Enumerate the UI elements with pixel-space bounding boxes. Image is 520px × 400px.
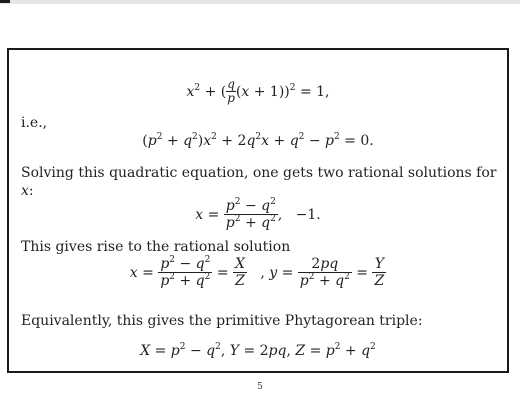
solution-minus-one: −1. [295,206,321,223]
equation-quadratic: $(p^2 + q^2)x^2 + 2q^2x + q^2 - p^2 = 0$. [142,132,374,149]
solving-var: x [21,183,29,199]
equation-triple: $X = p^2 - q^2$, Y = 2pq, $Z = p^2 + q^2$ [140,342,376,359]
rational-text: This gives rise to the rational solution [21,239,291,255]
top-rule-mark [0,0,10,3]
equation-circle: $x^2$ + ( $\frac{q}{p}$ (x + 1))$^2$ = 1, [186,77,330,105]
equiv-text: Equivalently, this gives the primitive Phytagorean triple: [21,313,423,329]
equation-solutions: x = $\frac{p^2 - q^2}{p^2 + q^2}$ , −1. [195,197,321,231]
slide-frame [7,48,509,373]
ie-label: i.e., [21,115,48,131]
fraction-x: $\frac{p^2 - q^2}{p^2 + q^2}$ [160,255,211,289]
page-number: 5 [257,382,263,392]
fraction-X-over-Z: $\frac{X}{Z}$ [235,256,245,289]
top-rule [0,0,520,4]
solving-colon: : [28,183,34,199]
solving-text: Solving this quadratic equation, one gets two rational solutions for [21,165,497,181]
fraction-q-over-p: $\frac{q}{p}$ [227,77,235,105]
fraction-Y-over-Z: $\frac{Y}{Z}$ [374,256,385,289]
fraction-p2-q2: $\frac{p^2 - q^2}{p^2 + q^2}$ [225,197,276,231]
fraction-y: $\frac{2pq}{p^2 + q^2}$ [299,256,350,289]
equation-rational-solution: x = $\frac{p^2 - q^2}{p^2 + q^2}$ = $\frac{X}{Z}$ , y = $\frac{2pq}{p^2 + q^2}$ = $\frac{Y}{Z}$ [129,255,385,289]
